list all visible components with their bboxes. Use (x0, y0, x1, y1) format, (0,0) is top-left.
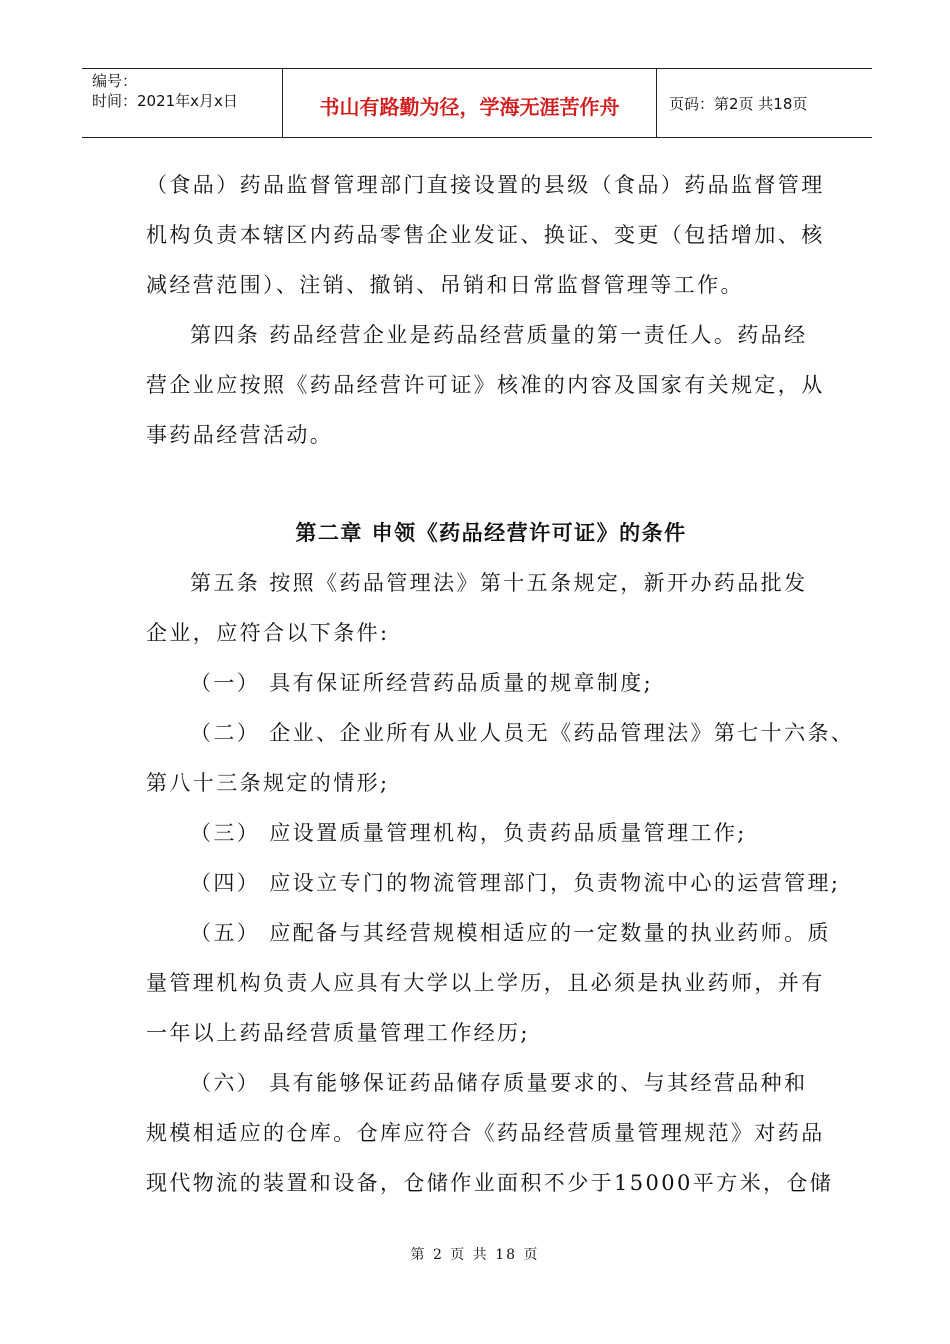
chapter-heading: 第二章 申领《药品经营许可证》的条件 (295, 521, 687, 545)
text-line: 量管理机构负责人应具有大学以上学历，且必须是执业药师，并有 (146, 971, 825, 995)
document-number-label: 编号： (92, 72, 138, 90)
text-line: 企业，应符合以下条件: (146, 621, 390, 645)
text-line: （食品）药品监督管理部门直接设置的县级（食品）药品监督管理 (146, 173, 825, 197)
header-page-number: 页码：第2页 共18页 (669, 94, 808, 113)
list-item-4: （四） 应设立专门的物流管理部门，负责物流中心的运营管理; (190, 871, 841, 895)
text-line: 减经营范围）、注销、撤销、吊销和日常监督管理等工作。 (146, 273, 744, 297)
document-time-label: 时间：2021年x月x日 (92, 92, 238, 110)
text-line: 一年以上药品经营质量管理工作经历; (146, 1021, 530, 1045)
page-header (82, 68, 872, 138)
text-line: 营企业应按照《药品经营许可证》核准的内容及国家有关规定，从 (146, 373, 825, 397)
list-item-5: （五） 应配备与其经营规模相适应的一定数量的执业药师。质 (190, 921, 831, 945)
article-5-first-line: 第五条 按照《药品管理法》第十五条规定，新开办药品批发 (190, 571, 808, 595)
header-meta (82, 69, 282, 137)
text-line: 现代物流的装置和设备，仓储作业面积不少于15000平方米，仓储 (146, 1171, 834, 1195)
article-4-first-line: 第四条 药品经营企业是药品经营质量的第一责任人。药品经 (190, 323, 808, 347)
text-line: 规模相适应的仓库。仓库应符合《药品经营质量管理规范》对药品 (146, 1121, 825, 1145)
list-item-2: （二） 企业、企业所有从业人员无《药品管理法》第七十六条、 (190, 721, 855, 745)
text-line: 第八十三条规定的情形; (146, 771, 390, 795)
list-item-3: （三） 应设置质量管理机构，负责药品质量管理工作; (190, 821, 747, 845)
list-item-6: （六） 具有能够保证药品储存质量要求的、与其经营品种和 (190, 1071, 808, 1095)
page-footer: 第 2 页 共 18 页 (410, 1247, 540, 1263)
header-motto: 书山有路勤为径，学海无涯苦作舟 (282, 69, 657, 137)
document-body (146, 160, 855, 1208)
text-line: 机构负责本辖区内药品零售企业发证、换证、变更（包括增加、核 (146, 223, 825, 247)
list-item-1: （一） 具有保证所经营药品质量的规章制度; (190, 671, 654, 695)
text-line: 事药品经营活动。 (146, 423, 334, 447)
